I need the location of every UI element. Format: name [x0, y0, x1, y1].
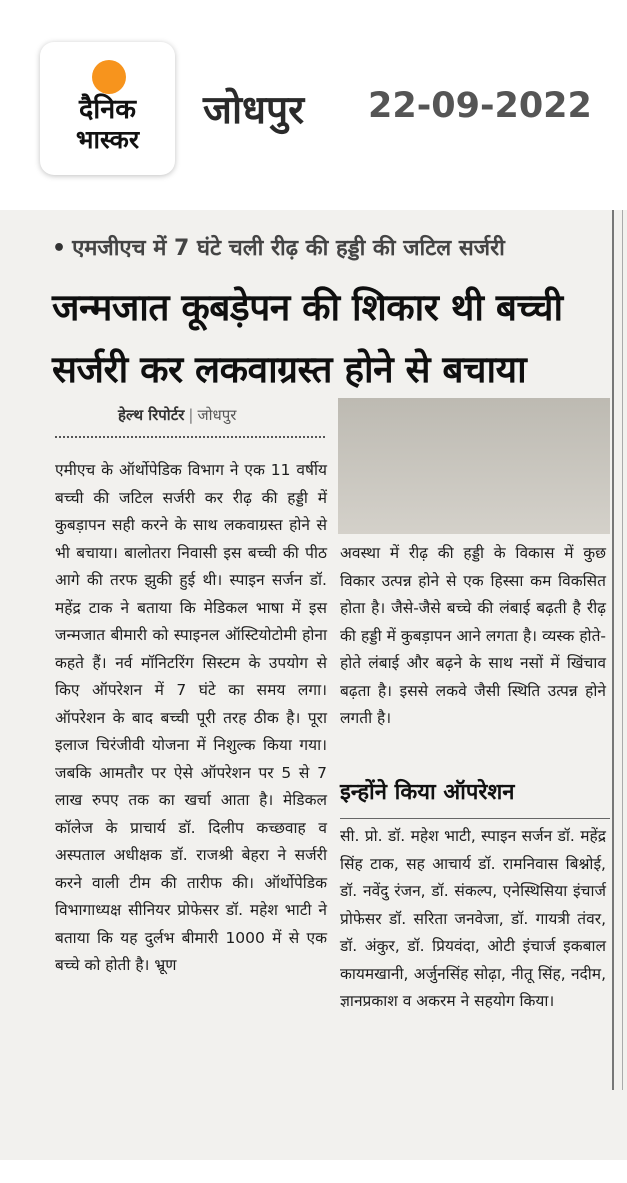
article-paragraph: एमीएच के ऑर्थोपेडिक विभाग ने एक 11 वर्षीय बच्ची की जटिल सर्जरी कर रीढ़ की हड्डी में कुबड़ापन सही करने के साथ लकवाग्रस्त होने से भी बचाया। बालोतरा निवासी इस बच्ची की पीठ आगे की तरफ झुकी हुई थी। स्पाइन सर्जन डॉ. महेंद्र टाक ने बताया कि मेडिकल भाषा में इस जन्मजात बीमारी को स्पाइनल ऑस्टियोटोमी होना कहते हैं। नर्व मॉनिटरिंग सिस्टम के उपयोग से किए ऑपरेशन में 7 घंटे का समय लगा। ऑपरेशन के बाद बच्ची पूरी तरह ठीक है। पूरा इलाज चिरंजीवी योजना में निशुल्क किया गया। जबकि आमतौर पर ऐसे ऑपरेशन पर 5 से 7 लाख रुपए तक का खर्चा आता है। मेडिकल कॉलेज के प्राचार्य डॉ. दिलीप कच्छवाह व अस्पताल अधीक्षक डॉ. राजश्री बेहरा ने सर्जरी करने वाली टीम की तारीफ की। ऑर्थोपेडिक विभागाध्यक्ष सीनियर प्रोफेसर डॉ. महेश भाटी ने बताया कि यह दुर्लभ बीमारी 1000 में से एक बच्चे को होती है। भ्रूण: [55, 461, 327, 974]
team-subheading: इन्होंने किया ऑपरेशन: [340, 780, 515, 805]
article-body-left-column: [55, 457, 327, 980]
headline-line-2: सर्जरी कर लकवाग्रस्त होने से बचाया: [52, 348, 527, 391]
byline-separator: |: [188, 406, 194, 424]
logo-text-line2: भास्कर: [75, 125, 140, 154]
byline-author: हेल्थ रिपोर्टर: [118, 406, 185, 424]
subheading-underline: [340, 818, 610, 819]
byline-city: जोधपुर: [197, 406, 237, 424]
column-rule: [612, 210, 614, 1090]
edition-date: 22-09-2022: [368, 86, 592, 126]
bullet-icon: •: [52, 236, 67, 261]
article-body-right-column: [340, 540, 606, 733]
edition-city: जोधपुर: [203, 88, 305, 133]
team-credits: [340, 823, 606, 1016]
surgical-team-photo: [338, 398, 610, 534]
kicker-text: एमजीएच में 7 घंटे चली रीढ़ की हड्डी की जटिल सर्जरी: [72, 236, 505, 261]
sun-icon: [92, 60, 126, 94]
dainik-bhaskar-logo: [40, 42, 175, 175]
article-paragraph-continued: अवस्था में रीढ़ की हड्डी के विकास में कुछ विकार उत्पन्न होने से एक हिस्सा कम विकसित होता है। जैसे-जैसे बच्चे की लंबाई बढ़ती है रीढ़ की हड्डी में कुबड़ापन आने लगता है। व्यस्क होते-होते लंबाई और बढ़ने के साथ नसों में खिंचाव बढ़ता है। इससे लकवे जैसी स्थिति उत्पन्न होने लगती है।: [340, 544, 606, 727]
team-credits-text: सी. प्रो. डॉ. महेश भाटी, स्पाइन सर्जन डॉ. महेंद्र सिंह टाक, सह आचार्य डॉ. रामनिवास बिश्नोई, डॉ. नवेंदु रंजन, डॉ. संकल्प, एनेस्थिसिया इंचार्ज प्रोफेसर डॉ. सरिता जनवेजा, डॉ. गायत्री तंवर, डॉ. अंकुर, डॉ. प्रियवंदा, ओटी इंचार्ज इकबाल कायमखानी, अर्जुनसिंह सोढ़ा, नीतू सिंह, नदीम, ज्ञानप्रकाश व अकरम ने सहयोग किया।: [340, 827, 606, 1010]
dotted-divider: [55, 436, 325, 438]
headline-line-1: जन्मजात कूबड़ेपन की शिकार थी बच्ची: [52, 286, 563, 329]
byline: [118, 405, 236, 425]
logo-text-line1: दैनिक: [78, 94, 137, 125]
article-kicker: [52, 232, 612, 262]
column-rule-thin: [622, 210, 623, 1090]
